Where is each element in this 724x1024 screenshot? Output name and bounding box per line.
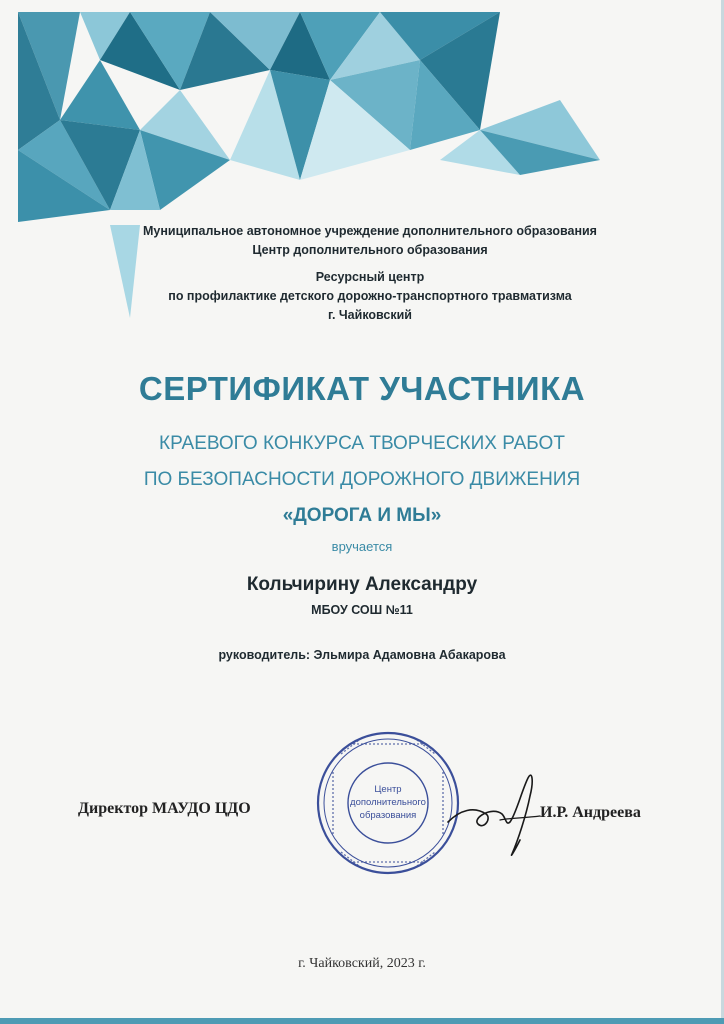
director-signature [440, 770, 550, 860]
certificate-subtitle-line-2: ПО БЕЗОПАСНОСТИ ДОРОЖНОГО ДВИЖЕНИЯ [143, 469, 581, 490]
organization-line-1: Муниципальное автономное учреждение дополнительного образования [143, 224, 597, 238]
resource-center-city: г. Чайковский [328, 308, 412, 322]
recipient-name: Кольчирину Александру [246, 574, 478, 595]
contest-name: «ДОРОГА И МЫ» [282, 505, 442, 526]
awarded-text: вручается [331, 539, 393, 554]
stamp-text-line-1: Центр [374, 784, 402, 795]
certificate-title: СЕРТИФИКАТ УЧАСТНИКА [138, 370, 586, 407]
recipient-school: МБОУ СОШ №11 [311, 603, 413, 617]
organization-header [110, 222, 630, 260]
organization-line-2: Центр дополнительного образования [252, 243, 488, 257]
director-name: И.Р. Андреева [540, 804, 641, 821]
resource-center-line-2: по профилактике детского дорожно-транспортного травматизма [168, 289, 572, 303]
stamp-text-line-3: образования [359, 810, 417, 821]
footer-city-year: г. Чайковский, 2023 г. [298, 956, 426, 971]
director-title: Директор МАУДО ЦДО [78, 800, 251, 817]
stamp-text-line-2: дополнительного [350, 797, 426, 808]
supervisor-line: руководитель: Эльмира Адамовна Абакарова [218, 648, 506, 662]
resource-center-header [110, 268, 630, 325]
footer-bar [0, 1018, 724, 1024]
certificate-subtitle-line-1: КРАЕВОГО КОНКУРСА ТВОРЧЕСКИХ РАБОТ [159, 433, 565, 454]
resource-center-line-1: Ресурсный центр [315, 270, 425, 284]
